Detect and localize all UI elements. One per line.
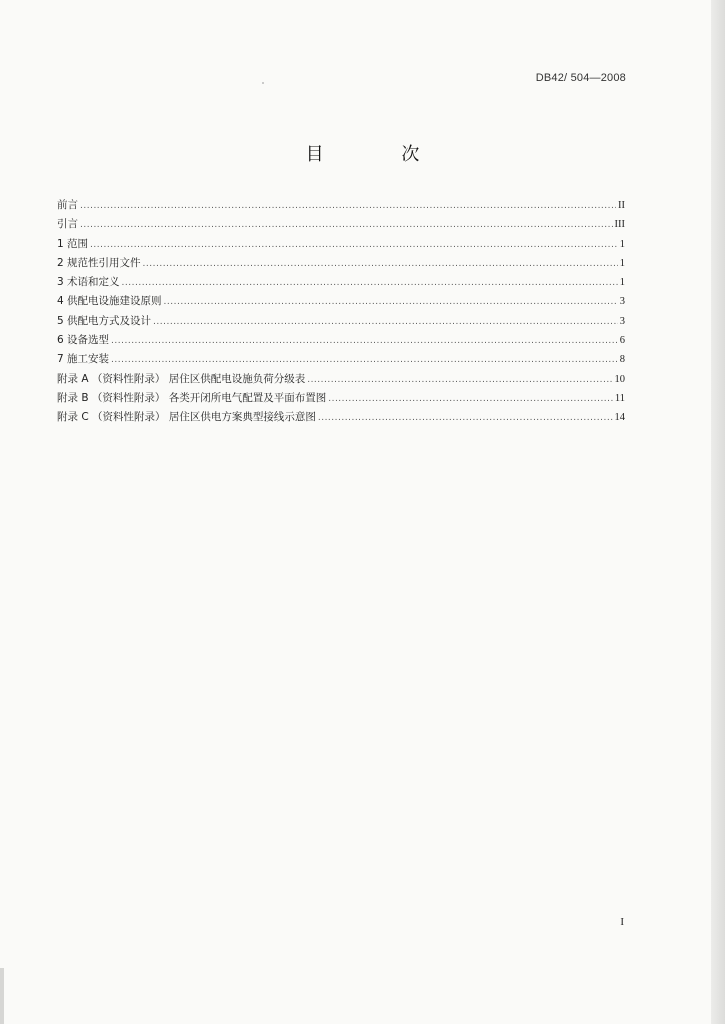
toc-entry-scope[interactable] <box>57 236 625 255</box>
toc-entry-label: 附录 A （资料性附录） 居住区供配电设施负荷分级表 <box>57 372 306 385</box>
toc-dot-leader <box>164 297 618 307</box>
toc-entry-label: 2 规范性引用文件 <box>57 256 141 269</box>
toc-entry-appendix-b[interactable] <box>57 390 625 409</box>
toc-entry-normative-references[interactable] <box>57 255 625 274</box>
scan-speck <box>262 82 264 84</box>
toc-entry-label: 4 供配电设施建设原则 <box>57 295 162 308</box>
toc-dot-leader <box>122 278 618 288</box>
toc-entry-page: 1 <box>619 257 625 269</box>
toc-entry-terms-definitions[interactable] <box>57 274 625 293</box>
toc-dot-leader <box>111 355 618 365</box>
toc-entry-page: II <box>618 200 625 211</box>
toc-entry-supply-mode-design[interactable] <box>57 313 625 332</box>
toc-entry-page: 3 <box>619 315 625 327</box>
toc-entry-page: 1 <box>619 238 625 250</box>
toc-entry-page: 8 <box>619 354 625 366</box>
toc-entry-appendix-c[interactable] <box>57 409 625 428</box>
toc-entry-page: 6 <box>619 335 625 347</box>
toc-dot-leader <box>307 375 612 385</box>
toc-entry-label: 3 术语和定义 <box>57 276 120 289</box>
toc-entry-foreword[interactable] <box>57 197 625 216</box>
toc-entry-equipment-selection[interactable] <box>57 332 625 351</box>
toc-entry-installation[interactable] <box>57 351 625 370</box>
toc-entry-page: III <box>614 219 625 231</box>
toc-entry-label: 5 供配电方式及设计 <box>57 314 152 327</box>
toc-dot-leader <box>328 394 613 404</box>
toc-entry-label: 6 设备选型 <box>57 334 110 347</box>
toc-entry-page: 14 <box>614 412 625 424</box>
toc-entry-label: 附录 B （资料性附录） 各类开闭所电气配置及平面布置图 <box>57 391 327 404</box>
standard-code: DB42/ 504—2008 <box>535 72 626 84</box>
toc-dot-leader <box>153 317 618 327</box>
toc-entry-label: 1 范围 <box>57 237 89 250</box>
toc-dot-leader <box>111 336 618 346</box>
page-title: 目 次 <box>305 144 456 165</box>
toc-entry-label: 前言 <box>57 199 78 211</box>
toc-dot-leader <box>90 240 618 250</box>
toc-entry-page: 10 <box>614 373 625 385</box>
toc-entry-page: 1 <box>619 277 625 289</box>
scan-edge-mark <box>0 968 4 1024</box>
toc-entry-label: 引言 <box>57 218 78 231</box>
toc-dot-leader <box>80 220 613 230</box>
toc-dot-leader <box>318 413 613 423</box>
toc-entry-appendix-a[interactable] <box>57 371 625 390</box>
table-of-contents <box>57 197 625 429</box>
toc-entry-page: 11 <box>614 392 625 404</box>
toc-dot-leader <box>80 201 616 211</box>
page-number: I <box>620 916 624 928</box>
toc-entry-construction-principles[interactable] <box>57 293 625 312</box>
toc-dot-leader <box>143 259 618 269</box>
toc-entry-page: 3 <box>619 296 625 308</box>
toc-entry-label: 附录 C （资料性附录） 居住区供电方案典型接线示意图 <box>57 411 316 424</box>
toc-entry-introduction[interactable] <box>57 216 625 235</box>
toc-entry-label: 7 施工安装 <box>57 353 110 366</box>
